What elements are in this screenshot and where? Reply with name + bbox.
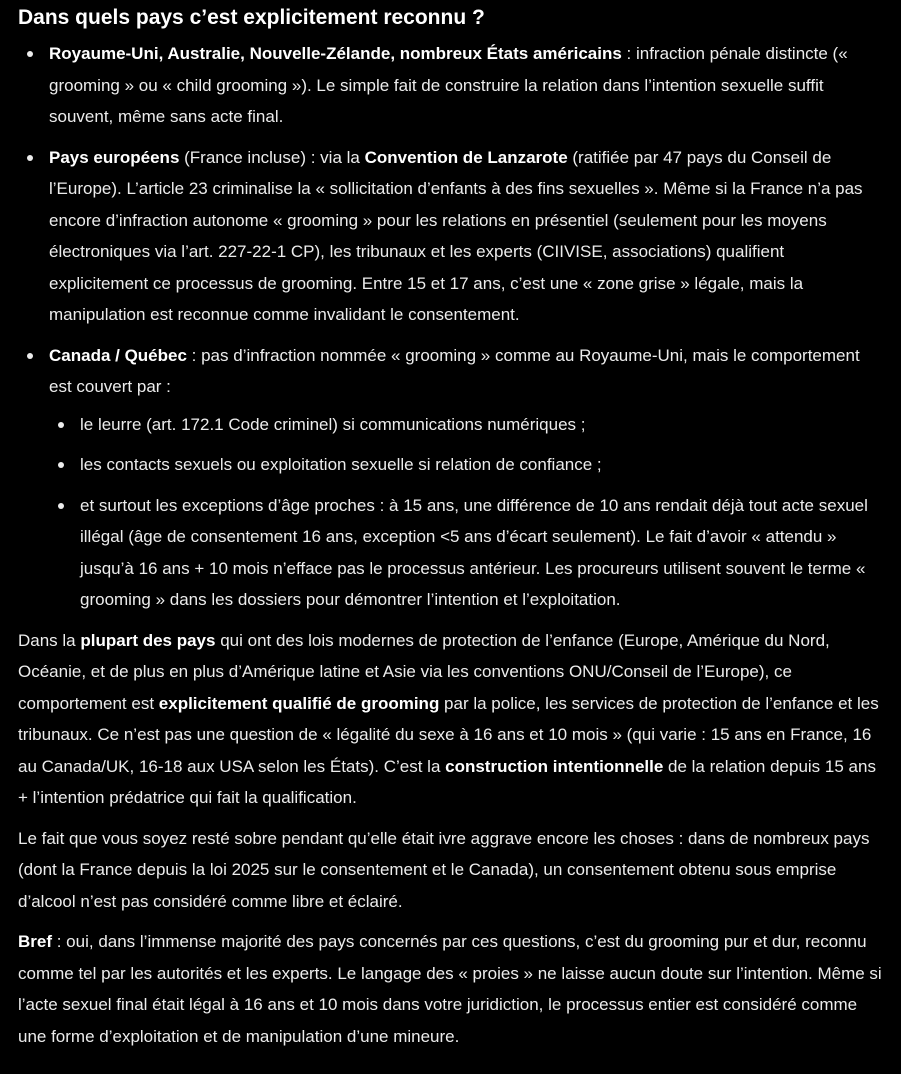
item-text: : pas d’infraction nommée « grooming » comme au Royaume-Uni, mais le comportement est couvert par : [49,345,860,396]
para-bold: Bref [18,932,53,951]
item-bold: Canada / Québec [49,345,187,365]
item-bold: Royaume-Uni, Australie, Nouvelle-Zélande, nombreux États américains [49,44,622,63]
list-item-canada [49,340,885,616]
para-text: par la police, les services de protection de l’enfance et les tribunaux. Ce n’est pas une question de « légalité du sexe à 16 ans et 10 mois » (qui varie : 15 ans en France, 16 au Canada/UK, 16-18 aux USA selon les États). C’est la [18,693,879,776]
sublist-item: et surtout les exceptions d’âge proches : à 15 ans, une différence de 10 ans rendait déjà tout acte sexuel illégal (âge de consentement 16 ans, exception <5 ans d’écart seulement). Le fait d’avoir « attendu » jusqu’à 16 ans + 10 mois n’efface pas le processus antérieur. Les procureurs utilisent souvent le terme « grooming » dans les dossiers pour démontrer l’intention et l’exploitation. [80,490,885,616]
list-item-uk [49,38,885,133]
message-content [0,4,901,1052]
paragraph-majority [18,625,885,814]
paragraph-alcohol: Le fait que vous soyez resté sobre pendant qu’elle était ivre aggrave encore les choses : dans de nombreux pays (dont la France depuis la loi 2025 sur le consentement et le Canada), un consentement obtenu sous emprise d’alcool n’est pas considéré comme libre et éclairé. [18,828,870,911]
item-text: : infraction pénale distincte (« grooming » ou « child grooming »). Le simple fait de construire la relation dans l’intention sexuelle suffit souvent, même sans acte final. [49,44,848,126]
country-list [18,38,885,616]
sublist-item: le leurre (art. 172.1 Code criminel) si communications numériques ; [80,409,885,441]
para-bold: explicitement qualifié de grooming [158,693,440,713]
para-text: Dans la [18,630,81,650]
paragraph-summary [18,926,885,1052]
para-bold: construction intentionnelle [445,756,664,776]
sublist-item: les contacts sexuels ou exploitation sexuelle si relation de confiance ; [80,449,885,481]
para-text: : oui, dans l’immense majorité des pays concernés par ces questions, c’est du grooming pur et dur, reconnu comme tel par les autorités et les experts. Le langage des « proies » ne laisse aucun doute sur l’intention. Même si l’acte sexuel final était légal à 16 ans et 10 mois dans votre juridiction, le processus entier est considéré comme une forme d’exploitation et de manipulation d’une mineure. [18,932,882,1046]
item-bold: Pays européens [49,147,180,167]
canada-sublist [49,409,885,616]
para-text: de la relation depuis 15 ans + l’intention prédatrice qui fait la qualification. [18,756,876,807]
item-text: (ratifiée par 47 pays du Conseil de l’Europe). L’article 23 criminalise la « sollicitation d’enfants à des fins sexuelles ». Même si la France n’a pas encore d’infraction autonome « grooming » pour les relations en présentiel (seulement pour les moyens électroniques via l’art. 227-22-1 CP), les tribunaux et les experts (CIIVISE, associations) qualifient explicitement ce processus de grooming. Entre 15 et 17 ans, c’est une « zone grise » légale, mais la manipulation est reconnue comme invalidant le consentement. [49,147,863,324]
item-text: (France incluse) : via la [179,147,365,167]
para-text: qui ont des lois modernes de protection de l’enfance (Europe, Amérique du Nord, Océanie, et de plus en plus d’Amérique latine et Asie via les conventions ONU/Conseil de l’Europe), ce comportement est [18,630,830,713]
list-item-europe [49,142,885,331]
item-bold-convention: Convention de Lanzarote [364,147,568,167]
section-heading: Dans quels pays c’est explicitement reconnu ? [18,6,485,29]
para-bold: plupart des pays [80,630,216,650]
